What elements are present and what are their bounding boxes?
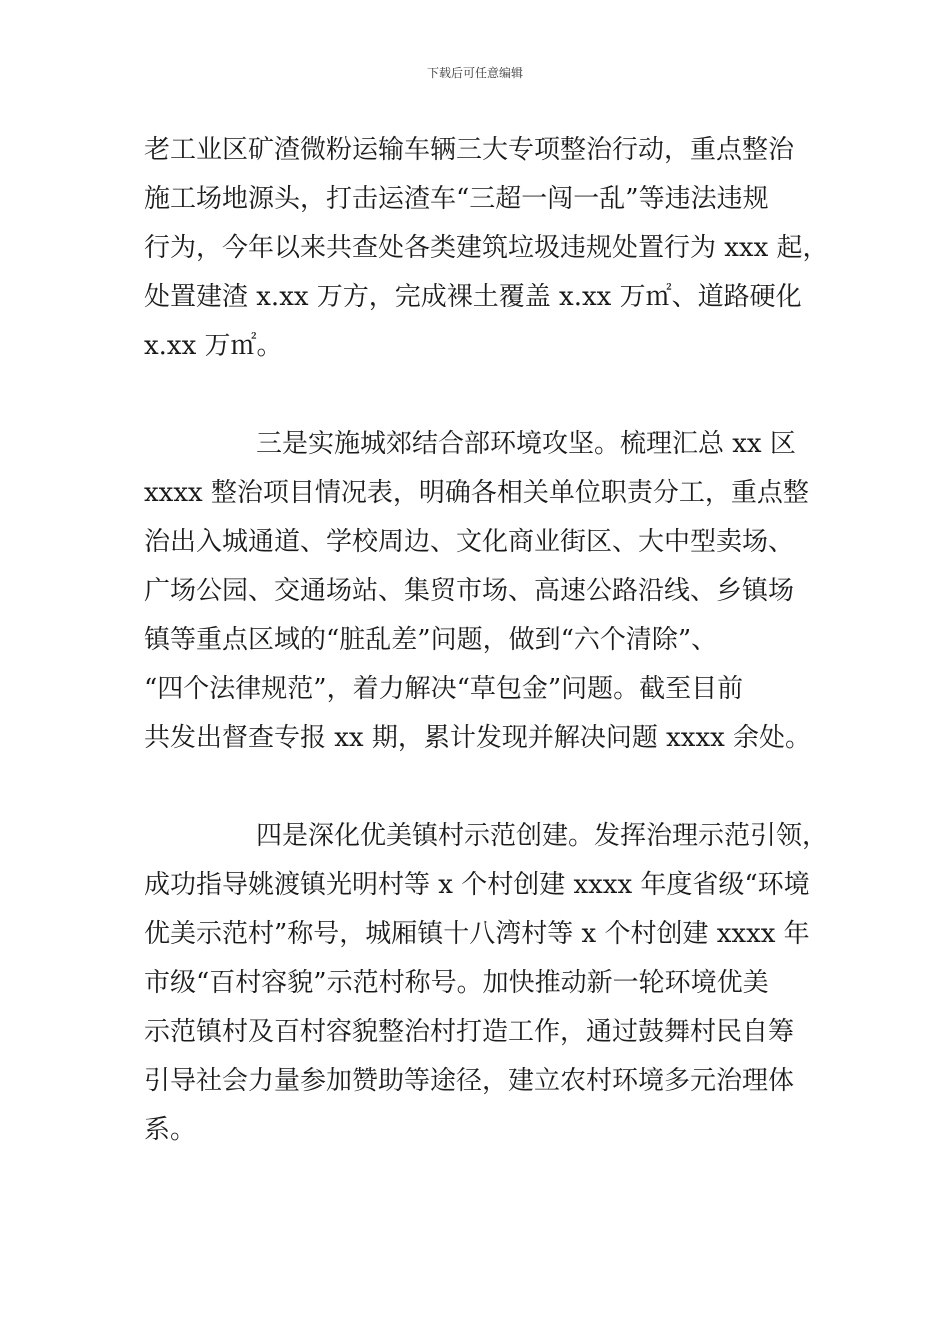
text-line-indented: 四是深化优美镇村示范创建。发挥治理示范引领， xyxy=(256,821,829,851)
text-line: 广场公园、交通场站、集贸市场、高速公路沿线、乡镇场 xyxy=(144,576,795,606)
document-body xyxy=(144,126,844,1155)
text-line: 引导社会力量参加赞助等途径，建立农村环境多元治理体 xyxy=(144,1066,795,1096)
text-line: 治出入城通道、学校周边、文化商业街区、大中型卖场、 xyxy=(144,527,795,557)
text-line: “四个法律规范”，着力解决“草包金”问题。截至目前 xyxy=(144,674,744,704)
text-line: 施工场地源头，打击运渣车“三超一闯一乱”等违法违规 xyxy=(144,184,769,214)
text-line: x.xx 万㎡。 xyxy=(144,331,283,361)
text-line: 成功指导姚渡镇光明村等 x 个村创建 xxxx 年度省级“环境 xyxy=(144,870,810,900)
header-note: 下载后可任意编辑 xyxy=(426,66,523,80)
text-line-indented: 三是实施城郊结合部环境攻坚。梳理汇总 xx 区 xyxy=(256,429,796,459)
text-line: 系。 xyxy=(144,1115,197,1145)
text-line: 镇等重点区域的“脏乱差”问题，做到“六个清除”、 xyxy=(144,625,718,655)
text-line: 市级“百村容貌”示范村称号。加快推动新一轮环境优美 xyxy=(144,968,769,998)
paragraph-urban-rural-fringe xyxy=(144,420,844,763)
text-line: 共发出督查专报 xx 期，累计发现并解决问题 xxxx 余处。 xyxy=(144,723,812,753)
paragraph-construction-waste xyxy=(144,126,844,371)
text-line: 优美示范村”称号，城厢镇十八湾村等 x 个村创建 xxxx 年 xyxy=(144,919,810,949)
paragraph-model-villages xyxy=(144,812,844,1155)
text-line: 行为，今年以来共查处各类建筑垃圾违规处置行为 xxx 起， xyxy=(144,233,829,263)
text-line: 示范镇村及百村容貌整治村打造工作，通过鼓舞村民自筹 xyxy=(144,1017,795,1047)
text-line: 处置建渣 x.xx 万方，完成裸土覆盖 x.xx 万㎡、道路硬化 xyxy=(144,282,802,312)
text-line: 老工业区矿渣微粉运输车辆三大专项整治行动，重点整治 xyxy=(144,135,795,165)
text-line: xxxx 整治项目情况表，明确各相关单位职责分工，重点整 xyxy=(144,478,809,508)
